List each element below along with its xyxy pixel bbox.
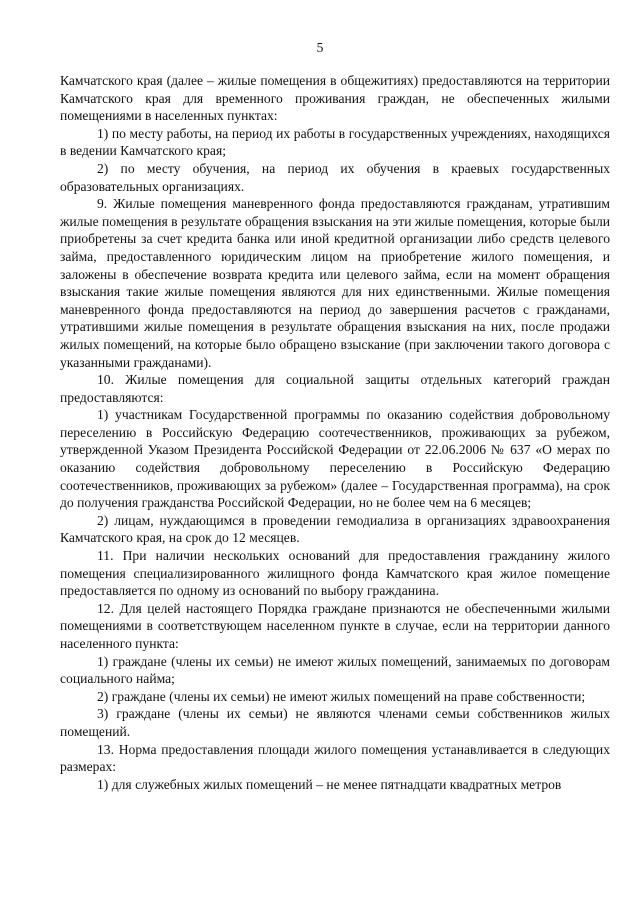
paragraph-clause-13: 13. Норма предоставления площади жилого помещения устанавливается в следующих размерах: <box>60 741 610 775</box>
paragraph-clause-12-item-3: 3) граждане (члены их семьи) не являются членами семьи собственников жилых помещений. <box>60 706 610 739</box>
paragraph-clause-9: 9. Жилые помещения маневренного фонда предоставляются гражданам, утратившим жилые помещения в результате обращения взыскания на эти жилые помещения, которые были приобретены за счет кредита банка или иной кредитной организации либо средств целевого займа, предоставленного юридическим лицом на приобретение жилого помещения, и заложены в обеспечение возврата кредита или целевого займа, если на момент обращения взыскания такие жилые помещения являются для них единственными. Жилые помещения маневренного фонда предоставляются на период до завершения расчетов с гражданами, утратившими жилые помещения в результате обращения взыскания на них, после продажи жилых помещений, на которые было обращено взыскание (при заключении такого договора с указанными гражданами). <box>60 196 611 370</box>
page-number: 5 <box>316 40 324 55</box>
paragraph-intro: Камчатского края (далее – жилые помещения в общежитиях) предоставляются на территории Камчатского края для временного проживания граждан, не обеспеченных жилыми помещениями в населенных пунктах: <box>60 73 610 124</box>
paragraph-clause-12: 12. Для целей настоящего Порядка граждане признаются не обеспеченными жилыми помещениями в соответствующем населенном пункте в случае, если на территории данного населенного пункта: <box>60 600 610 651</box>
paragraph-item-2: 2) по месту обучения, на период их обучения в краевых государственных образовательных организациях. <box>60 160 610 194</box>
paragraph-clause-12-item-2: 2) граждане (члены их семьи) не имеют жилых помещений на праве собственности; <box>97 688 586 704</box>
paragraph-item-1: 1) по месту работы, на период их работы в государственных учреждениях, находящихся в ведении Камчатского края; <box>60 125 610 159</box>
body-text <box>60 72 610 793</box>
paragraph-clause-11: 11. При наличии нескольких оснований для предоставления гражданину жилого помещения специализированного жилищного фонда Камчатского края жилое помещение предоставляется по одному из оснований по выбору гражданина. <box>60 548 610 599</box>
paragraph-clause-10-item-2: 2) лицам, нуждающимся в проведении гемодиализа в организациях здравоохранения Камчатского края, на срок до 12 месяцев. <box>60 512 610 546</box>
paragraph-clause-10: 10. Жилые помещения для социальной защиты отдельных категорий граждан предоставляются: <box>60 372 610 405</box>
paragraph-clause-13-item-1: 1) для служебных жилых помещений – не менее пятнадцати квадратных метров <box>97 776 562 792</box>
paragraph-clause-10-item-1: 1) участникам Государственной программы по оказанию содействия добровольному переселению в Российскую Федерацию соотечественников, проживающих за рубежом, утвержденной Указом Президента Российской Федерации от 22.06.2006 № 637 «О мерах по оказанию содействия добровольному переселению в Российскую Федерацию соотечественников, проживающих за рубежом» (далее – Государственная программа), на срок до получения гражданства Российской Федерации, но не более чем на 6 месяцев; <box>60 407 610 511</box>
paragraph-clause-12-item-1: 1) граждане (члены их семьи) не имеют жилых помещений, занимаемых по договорам социального найма; <box>60 653 610 687</box>
